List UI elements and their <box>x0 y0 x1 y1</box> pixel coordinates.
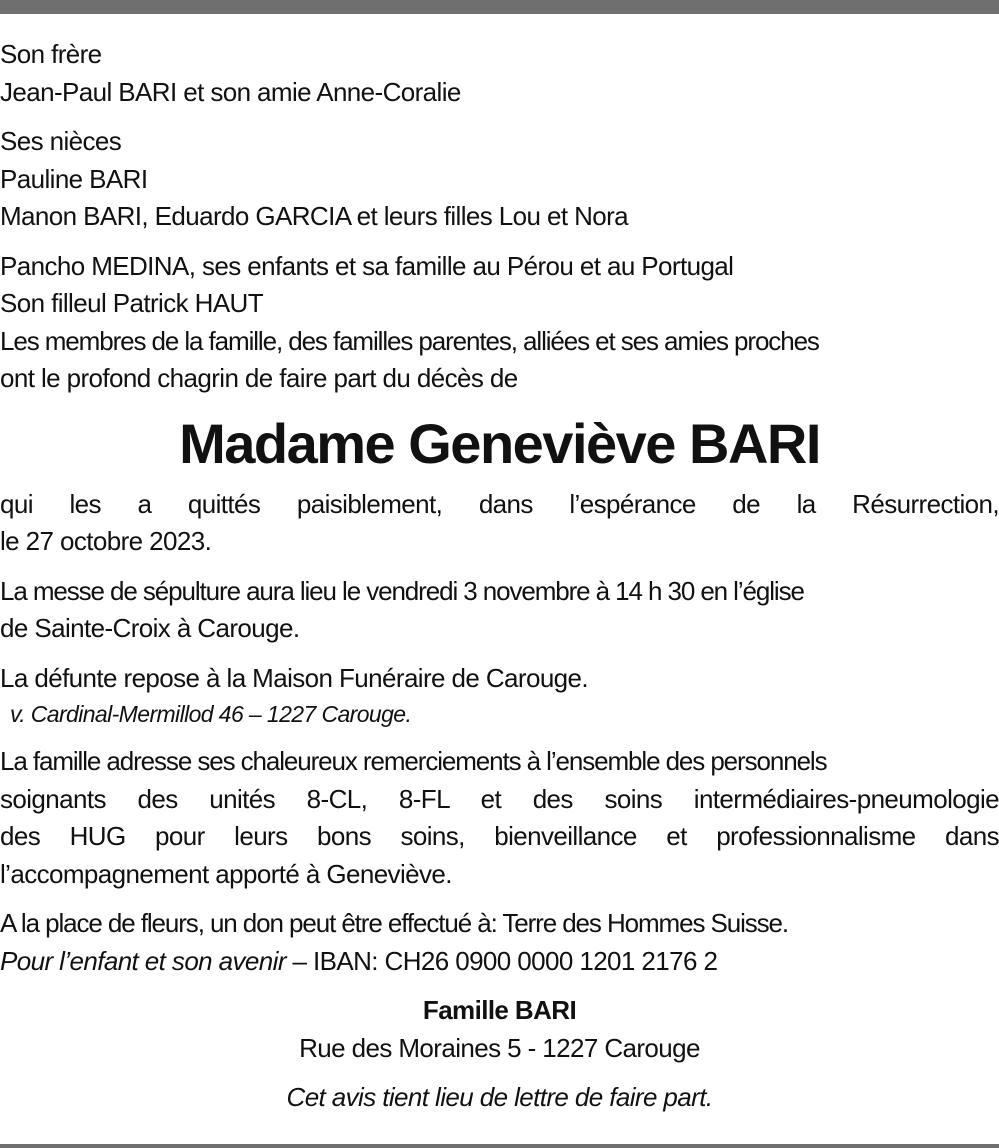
brother-heading: Son frère <box>0 39 102 69</box>
donation-line: A la place de fleurs, un don peut être effectué à: Terre des Hommes Suisse. <box>0 908 789 938</box>
repose-section <box>0 660 999 732</box>
mass-line-1: La messe de sépulture aura lieu le vendredi 3 novembre à 14 h 30 en l’église <box>0 575 804 606</box>
mass-line-2: de Sainte-Croix à Carouge. <box>0 613 300 643</box>
brother-section <box>0 36 999 111</box>
repose-line: La défunte repose à la Maison Funéraire de Carouge. <box>0 662 589 693</box>
signature-section <box>0 992 999 1067</box>
thanks-section <box>0 743 999 893</box>
signature-address: Rue des Moraines 5 - 1227 Carouge <box>299 1032 700 1063</box>
relatives-line-2: Son filleul Patrick HAUT <box>0 288 264 318</box>
mass-section <box>0 573 999 648</box>
signature-note: Cet avis tient lieu de lettre de faire part. <box>286 1082 713 1112</box>
brother-line: Jean-Paul BARI et son amie Anne-Coralie <box>0 76 461 107</box>
relatives-line-4: ont le profond chagrin de faire part du décès de <box>0 363 518 393</box>
death-section <box>0 486 999 561</box>
nieces-section <box>0 123 999 236</box>
donation-section <box>0 905 999 980</box>
relatives-line-1: Pancho MEDINA, ses enfants et sa famille au Pérou et au Portugal <box>0 250 734 281</box>
top-rule <box>0 0 999 14</box>
donation-cause: Pour l’enfant et son avenir <box>0 945 286 976</box>
death-line-2: le 27 octobre 2023. <box>0 526 212 556</box>
donation-iban: – IBAN: CH26 0900 0000 1201 2176 2 <box>285 945 718 976</box>
relatives-section <box>0 248 999 398</box>
death-line-1: qui les a quittés paisiblement, dans l’espérance de la Résurrection, <box>0 488 999 519</box>
thanks-line-2: soignants des unités 8-CL, 8-FL et des soins intermédiaires-pneumologie <box>0 783 999 814</box>
bottom-rule <box>0 1144 999 1148</box>
niece-line-1: Pauline BARI <box>0 163 148 194</box>
donation-iban-line <box>0 943 999 981</box>
signature-name: Famille BARI <box>422 995 577 1025</box>
thanks-line-3: des HUG pour leurs bons soins, bienveillance et professionnalisme dans <box>0 821 999 851</box>
nieces-heading: Ses nièces <box>0 126 122 156</box>
deceased-name: Madame Geneviève BARI <box>179 411 820 475</box>
niece-line-2: Manon BARI, Eduardo GARCIA et leurs filles Lou et Nora <box>0 201 629 231</box>
obituary-notice <box>0 36 999 1117</box>
relatives-line-3: Les membres de la famille, des familles parentes, alliées et ses amies proches <box>0 325 819 356</box>
thanks-line-1: La famille adresse ses chaleureux remerciements à l’ensemble des personnels <box>0 746 827 776</box>
repose-address: v. Cardinal-Mermillod 46 – 1227 Carouge. <box>10 701 412 727</box>
thanks-line-4: l’accompagnement apporté à Geneviève. <box>0 858 452 889</box>
